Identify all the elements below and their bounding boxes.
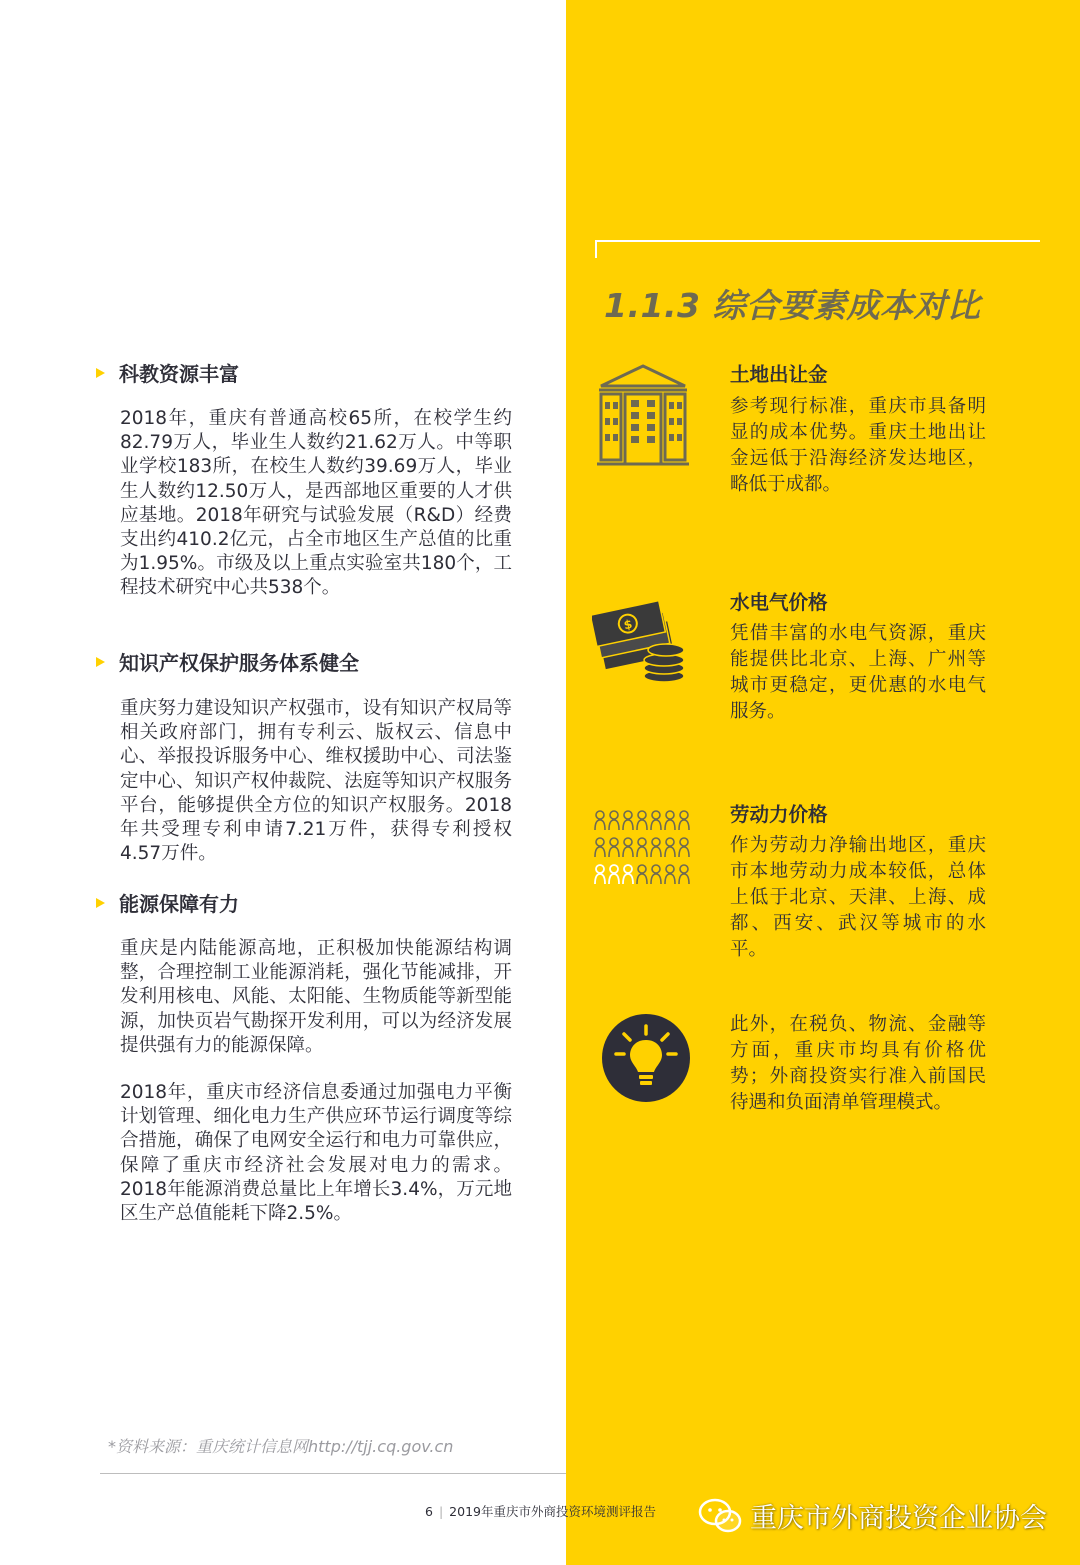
watermark-text: 重庆市外商投资企业协会 (750, 1503, 1047, 1534)
section-heading-text: 知识产权保护服务体系健全 (119, 651, 359, 675)
report-title: 2019年重庆市外商投资环境测评报告 (449, 1504, 656, 1519)
section-heading-text: 科教资源丰富 (119, 362, 239, 386)
item-text-other: 此外，在税负、物流、金融等方面，重庆市均具有价格优势；外商投资实行准入前国民待遇和负面清单管理模式。 (730, 1014, 986, 1113)
section-heading-energy (96, 888, 239, 917)
footer-divider (100, 1473, 566, 1474)
bullet-triangle-icon (96, 657, 105, 667)
paragraph-education: 2018年，重庆有普通高校65所，在校学生约82.79万人，毕业生人数约21.62万人。中等职业学校183所，在校生人数约39.69万人，毕业生人数约12.50万人，是西部地区重要的人才供应基地。2018年研究与试验发展（R&D）经费支出约410.2亿元，占全市地区生产总值的比重为1.95%。市级及以上重点实验室共180个，工程技术研究中心共538个。 (120, 408, 512, 599)
item-text-utilities: 凭借丰富的水电气资源，重庆能提供比北京、上海、广州等城市更稳定，更优惠的水电气服务。 (730, 623, 986, 722)
section-heading-ip (96, 647, 359, 676)
page-number: 6 (425, 1504, 433, 1519)
title-bracket-tick (595, 240, 597, 258)
footer-separator: | (438, 1504, 444, 1519)
paragraph-energy-1: 重庆是内陆能源高地，正积极加快能源结构调整，合理控制工业能源消耗，强化节能减排，开发利用核电、风能、太阳能、生物质能等新型能源，加快页岩气勘探开发利用，可以为经济发展提供强有力的能源保障。 (120, 938, 512, 1056)
section-heading-text: 能源保障有力 (119, 892, 239, 916)
item-text-land: 参考现行标准，重庆市具备明显的成本优势。重庆土地出让金远低于沿海经济发达地区，略低于成都。 (730, 396, 986, 495)
item-heading-utilities: 水电气价格 (730, 591, 828, 614)
bullet-triangle-icon (96, 898, 105, 908)
footer-page-info (425, 1502, 656, 1520)
item-text-labor: 作为劳动力净输出地区，重庆市本地劳动力成本较低，总体上低于北京、天津、上海、成都、西安、武汉等城市的水平。 (730, 835, 986, 960)
wechat-watermark (698, 1496, 1047, 1535)
svg-text:$: $ (622, 616, 634, 633)
section-title: 1.1.3 综合要素成本对比 (604, 286, 981, 325)
bullet-triangle-icon (96, 368, 105, 378)
paragraph-ip: 重庆努力建设知识产权强市，设有知识产权局等相关政府部门，拥有专利云、版权云、信息中心、举报投诉服务中心、维权援助中心、司法鉴定中心、知识产权仲裁院、法庭等知识产权服务平台，能够提供全方位的知识产权服务。2018年共受理专利申请7.21万件，获得专利授权4.57万件。 (120, 698, 512, 865)
people-grid-icon (594, 808, 692, 888)
money-coins-icon (592, 598, 694, 684)
wechat-icon (698, 1497, 742, 1535)
item-heading-land: 土地出让金 (730, 363, 828, 386)
item-heading-labor: 劳动力价格 (730, 803, 828, 826)
lightbulb-icon (600, 1012, 692, 1104)
title-bracket-line (595, 240, 1040, 242)
source-note: *资料来源：重庆统计信息网http://tjj.cq.gov.cn (108, 1437, 454, 1456)
building-icon (595, 362, 691, 468)
yellow-side-panel (566, 0, 1080, 1565)
section-heading-education (96, 358, 239, 387)
paragraph-energy-2: 2018年，重庆市经济信息委通过加强电力平衡计划管理、细化电力生产供应环节运行调度等综合措施，确保了电网安全运行和电力可靠供应，保障了重庆市经济社会发展对电力的需求。2018年能源消费总量比上年增长3.4%，万元地区生产总值能耗下降2.5%。 (120, 1082, 512, 1225)
